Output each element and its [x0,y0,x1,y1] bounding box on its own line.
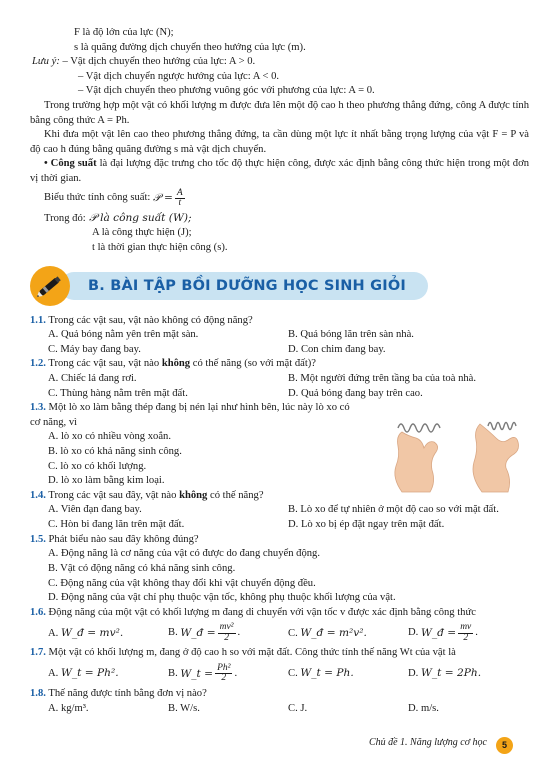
option-d: D. Con chim đang bay. [288,343,386,355]
question-text-bold: không [179,489,208,501]
option-letter: C. [288,668,298,680]
power-fraction [175,189,185,209]
formula: W_đ = m²v². [300,626,367,639]
question-1-5-options [30,547,529,605]
option-d: D. m/s. [408,702,439,714]
option-c [288,626,408,642]
question-1-3 [30,401,360,430]
question-number: 1.7. [30,647,46,659]
formula-fraction [458,623,473,643]
section-banner [30,266,529,304]
option-c: C. J. [288,702,308,714]
formula: W_t = Ph². [60,667,119,680]
question-1-6 [30,606,529,621]
option-a [48,666,168,682]
fraction-numerator: mv² [219,622,234,633]
power-expression [30,187,529,211]
spring-figure [358,414,533,506]
question-1-4-options [30,503,529,532]
option-d: D. Quả bóng đang bay trên cao. [288,387,423,399]
option-d [408,666,528,682]
question-1-2-options [30,372,529,401]
fraction-numerator: A [176,187,183,198]
note-line-1 [30,55,529,70]
question-text: Thế năng được tính bằng đơn vị nào? [45,687,207,699]
option-d: D. W_đ = $\frac{mv}{2}$ . [408,622,478,643]
option-b: B. W_đ = $\frac{\text{mv²}}{2}$ . [168,622,241,643]
option-d: D. Lò xo bị ép đặt ngay trên mặt đất. [288,519,445,531]
option-b: B. lò xo có khả năng sinh công. [48,446,182,458]
question-number: 1.1. [30,314,46,326]
option-a: A. Chiếc lá đang rơi. [48,372,137,384]
formula: W_t = Ph. [300,667,354,680]
expression-lhs: 𝒫 = [153,192,173,205]
question-text: Phát biểu nào sau đây không đúng? [45,533,199,545]
note-1: – Vật dịch chuyển theo hướng của lực: A > 0. [62,56,256,68]
option-c: C. Thùng hàng nằm trên mặt đất. [48,387,188,399]
question-text: Một lò xo làm bằng thép đang bị nén lại như hình bên, lúc này lò xo có cơ năng, vì [30,402,350,428]
option-b: B. Vật có động năng có khả năng sinh công. [48,562,236,574]
fraction-denominator: t [178,198,182,209]
option-letter: A. [48,627,59,639]
formula-fraction [215,664,232,684]
formula-lhs: W_t = [180,667,214,680]
hand-right [473,424,519,492]
question-number: 1.4. [30,489,46,501]
note-2: – Vật dịch chuyển ngược hướng của lực: A < 0. [78,70,280,82]
hand-left [395,432,438,492]
question-number: 1.6. [30,606,46,618]
question-text-post: có thế năng? [207,489,264,501]
power-definition: là đại lượng đặc trưng cho tốc độ thực hiện công, được xác định bằng công thức hiện trong một đơn vị thời gian. [30,158,529,185]
where-line [30,211,529,227]
question-text: Một vật có khối lượng m, đang ở độ cao h so với mặt đất. Công thức tính thế năng Wt của vật là [45,647,456,659]
option-letter: B. [168,667,178,679]
question-1-8 [30,687,529,702]
option-b: B. Quả bóng lăn trên sàn nhà. [288,329,414,341]
option-b: B. W_t = $\frac{\text{Ph²}}{2}$ . [168,662,238,684]
option-d: D. Động năng của vật chỉ phụ thuộc vận tốc, không phụ thuộc khối lượng của vật. [48,592,396,604]
option-b: B. Một người đứng trên tầng ba của toà nhà. [288,372,477,384]
question-1-2 [30,357,529,372]
where-work: A là công thực hiện (J); [92,227,192,239]
option-c: C. Động năng của vật không thay đổi khi vật chuyển động đều. [48,577,316,589]
s-definition: s là quãng đường dịch chuyển theo hướng của lực (m). [74,41,306,53]
option-letter: C. [288,627,298,639]
question-text-pre: Trong các vật sau, vật nào [45,358,162,370]
option-a: A. kg/m³. [48,702,89,714]
formula-lhs: W_đ = [180,627,216,640]
paragraph-power [30,157,529,186]
fraction-denominator: 2 [221,673,227,684]
question-1-8-options [30,702,529,717]
fraction-numerator: mv [460,622,472,633]
fraction-denominator: 2 [463,632,469,643]
question-text: Động năng của một vật có khối lượng m đang di chuyển với vận tốc v được xác định bằng công thức [45,606,476,618]
fraction-denominator: 2 [224,632,229,643]
question-1-1 [30,314,529,329]
question-text-bold: không [161,358,191,370]
option-a: A. Viên đạn đang bay. [48,504,142,516]
section-title: B. BÀI TẬP BỒI DƯỠNG HỌC SINH GIỎI [88,277,406,294]
option-letter: B. [168,627,178,639]
paragraph-work-height: Trong trường hợp một vật có khối lượng m được đưa lên một độ cao h theo phương thẳng đứng, công A được tính bằng công thức A = Ph. [30,100,529,126]
fraction-numerator: Ph² [217,662,231,673]
note-3: – Vật dịch chuyển theo phương vuông góc với phương của lực: A = 0. [78,85,375,97]
option-a: A. Động năng là cơ năng của vật có được do đang chuyển động. [48,548,321,560]
formula: W_đ = mv². [60,626,124,639]
option-a: A. lò xo có nhiều vòng xoắn. [48,431,171,443]
formula-lhs: W_đ = [420,627,457,640]
where-label: Trong đó: [44,212,86,224]
question-number: 1.8. [30,687,46,699]
spring-left [398,424,440,432]
option-b: B. W/s. [168,702,200,714]
option-c: C. Hòn bi đang lăn trên mặt đất. [48,519,185,531]
where-power: 𝒫 là công suất (W); [85,211,192,224]
chapter-footer: Chủ đề 1. Năng lượng cơ học [368,737,487,749]
f-definition: F là độ lớn của lực (N); [74,27,174,38]
option-b: B. Lò xo để tự nhiên ở một độ cao so với mặt đất. [288,504,499,516]
spring-right [488,423,516,430]
page-number: 5 [496,737,513,754]
paragraph-lift: Khi đưa một vật lên cao theo phương thẳng đứng, ta cần dùng một lực ít nhất bằng trọng lượng của vật F = P và độ cao h đúng bằng quãng đường s mà vật dịch chuyển. [30,129,529,155]
option-letter: D. [408,627,419,639]
option-letter: A. [48,668,59,680]
option-letter: D. [408,668,419,680]
question-text-post: có thế năng (so với mặt đất)? [190,358,317,370]
question-1-6-options [30,620,529,646]
pen-badge [30,266,70,306]
question-number: 1.5. [30,533,46,545]
option-c: C. Máy bay đang bay. [48,343,141,355]
question-number: 1.2. [30,358,46,370]
pen-icon [30,266,70,306]
formula: W_t = 2Ph. [420,667,482,680]
option-a [48,626,168,642]
question-1-7-options [30,661,529,687]
option-a: A. Quả bóng nằm yên trên mặt sàn. [48,329,199,341]
question-1-5 [30,533,529,548]
question-1-7 [30,646,529,661]
question-text-pre: Trong các vật sau đây, vật nào [45,489,180,501]
option-c [288,666,408,682]
compressed-spring-illustration [358,414,533,506]
question-number: 1.3. [30,402,46,414]
formula-fraction [218,623,236,643]
option-c: C. lò xo có khối lượng. [48,460,147,472]
question-text: Trong các vật sau, vật nào không có động năng? [45,314,253,326]
power-term: • Công suất [44,158,97,170]
note-label: Lưu ý: [32,56,60,68]
where-time: t là thời gian thực hiện công (s). [92,241,228,253]
question-1-1-options [30,328,529,357]
expression-label: Biểu thức tính công suất: [44,192,151,204]
option-d: D. lò xo làm bằng kim loại. [48,475,165,487]
